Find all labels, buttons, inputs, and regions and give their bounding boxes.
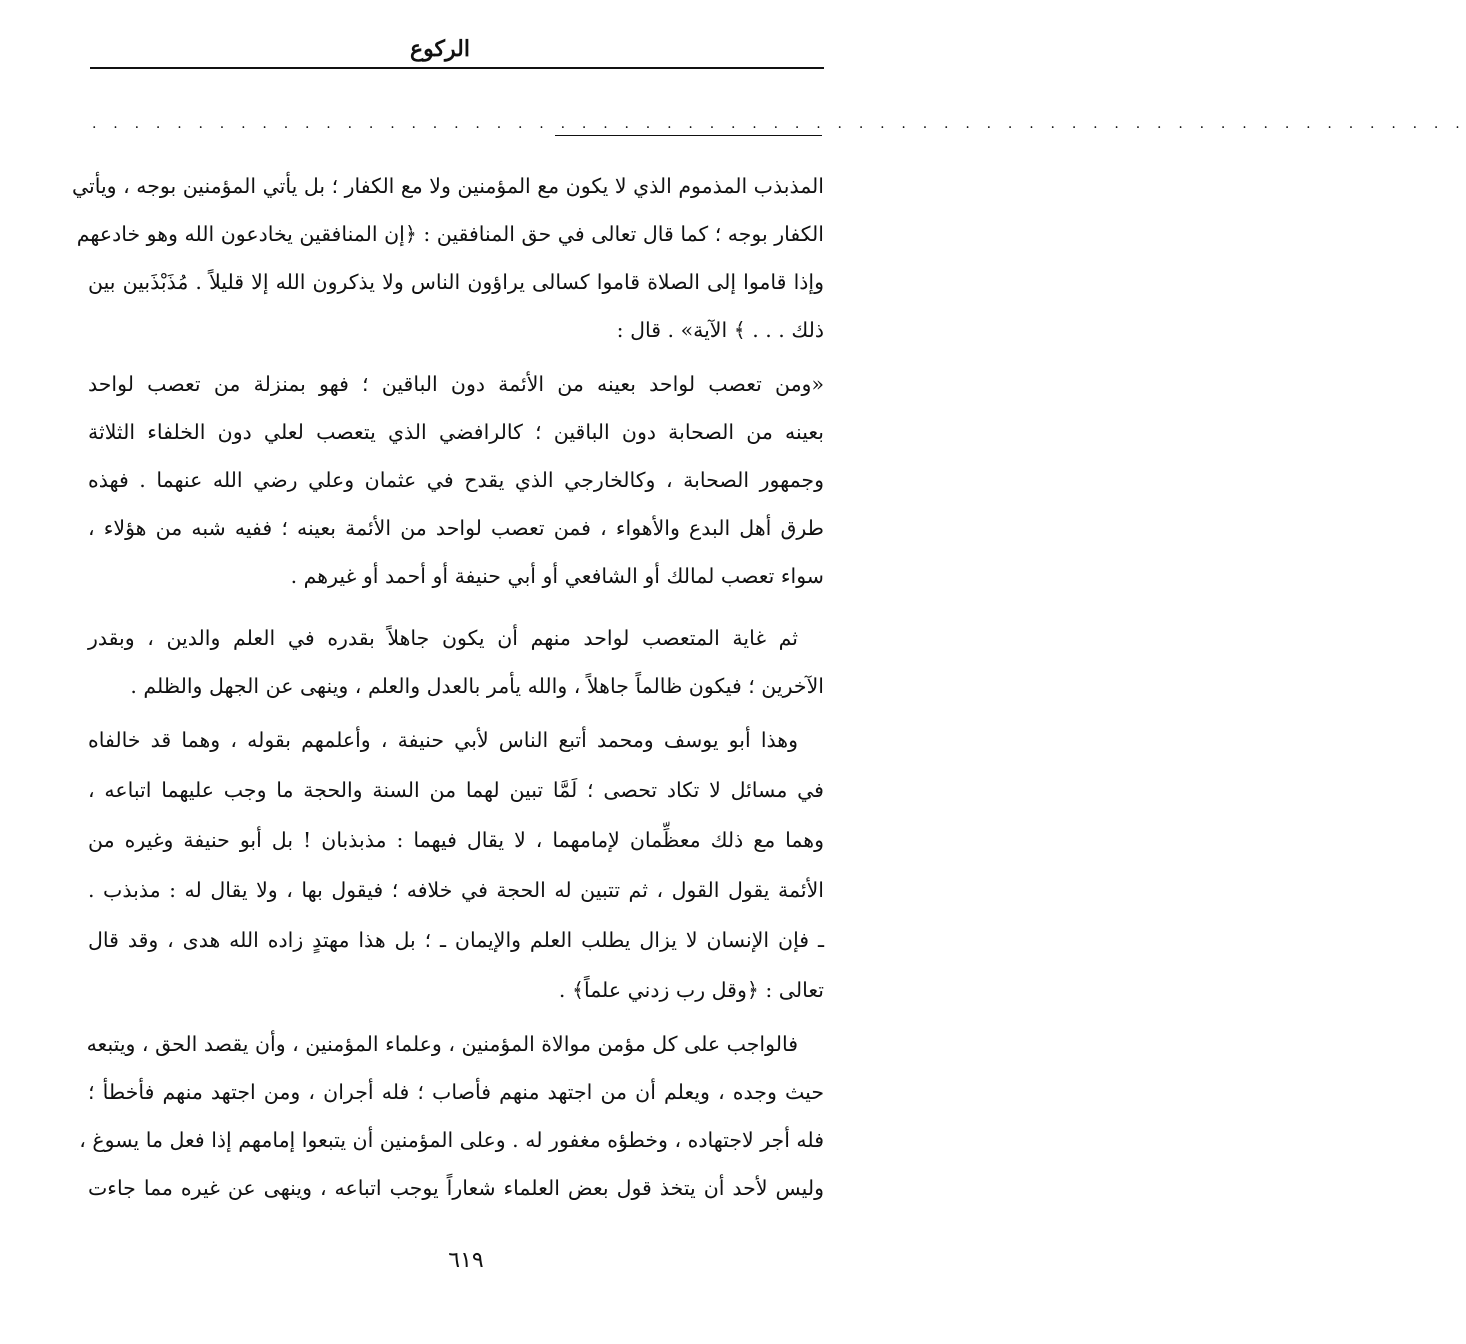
footnote-rule — [555, 135, 822, 136]
text-line: فله أجر لاجتهاده ، وخطؤه مغفور له . وعلى المؤمنين أن يتبعوا إمامهم إذا فعل ما يسوغ ، — [79, 1128, 824, 1152]
dotted-separator: . . . . . . . . . . . . . . . . . . . . . . . . . . . . . . . . . . . . . . . . . . . . . . . . . . . . . . . . . . . . . . . . . — [92, 116, 1466, 132]
text-line: وهذا أبو يوسف ومحمد أتبع الناس لأبي حنيفة ، وأعلمهم بقوله ، وهما قد خالفاه — [88, 728, 798, 752]
header-rule — [90, 67, 824, 69]
text-line: سواء تعصب لمالك أو الشافعي أو أبي حنيفة أو أحمد أو غيرهم . — [290, 564, 824, 588]
text-line: وجمهور الصحابة ، وكالخارجي الذي يقدح في عثمان وعلي رضي الله عنهما . فهذه — [88, 468, 824, 492]
paragraph-2 — [88, 364, 824, 594]
paragraph-1 — [71, 166, 824, 342]
text-line: تعالى : ﴿وقل رب زدني علماً﴾ . — [558, 978, 824, 1002]
text-line: الكفار بوجه ؛ كما قال تعالى في حق المنافقين : ﴿إن المنافقين يخادعون الله وهو خادعهم — [76, 222, 824, 246]
paragraph-4 — [88, 720, 824, 1010]
text-line: وليس لأحد أن يتخذ قول بعض العلماء شعاراً يوجب اتباعه ، وينهى عن غيره مما جاءت — [88, 1176, 824, 1200]
running-head-title: الركوع — [410, 36, 470, 62]
text-line: ذلك . . . ﴾ الآية» . قال : — [616, 318, 824, 342]
text-line: بعينه من الصحابة دون الباقين ؛ كالرافضي الذي يتعصب لعلي دون الخلفاء الثلاثة — [88, 420, 824, 444]
text-line: الآخرين ؛ فيكون ظالماً جاهلاً ، والله يأمر بالعدل والعلم ، وينهى عن الجهل والظلم . — [130, 674, 824, 698]
text-line: ـ فإن الإنسان لا يزال يطلب العلم والإيمان ـ ؛ بل هذا مهتدٍ زاده الله هدى ، وقد قال — [88, 928, 824, 952]
text-line: في مسائل لا تكاد تحصى ؛ لَمَّا تبين لهما من السنة والحجة ما وجب عليهما اتباعه ، — [88, 778, 824, 802]
text-line: المذبذب المذموم الذي لا يكون مع المؤمنين ولا مع الكفار ؛ بل يأتي المؤمنين بوجه ، ويأتي — [71, 174, 824, 198]
text-line: طرق أهل البدع والأهواء ، فمن تعصب لواحد من الأئمة بعينه ؛ ففيه شبه من هؤلاء ، — [88, 516, 824, 540]
text-line: «ومن تعصب لواحد بعينه من الأئمة دون الباقين ؛ فهو بمنزلة من تعصب لواحد — [88, 372, 824, 396]
text-line: وإذا قاموا إلى الصلاة قاموا كسالى يراؤون الناس ولا يذكرون الله إلا قليلاً . مُذَبْذَبين بين — [88, 270, 824, 294]
text-line: ثم غاية المتعصب لواحد منهم أن يكون جاهلاً بقدره في العلم والدين ، وبقدر — [88, 626, 798, 650]
text-line: وهما مع ذلك معظِّمان لإمامهما ، لا يقال فيهما : مذبذبان ! بل أبو حنيفة وغيره من — [88, 828, 824, 852]
text-line: الأئمة يقول القول ، ثم تتبين له الحجة في خلافه ؛ فيقول بها ، ولا يقال له : مذبذب . — [88, 878, 824, 902]
page-number: ٦١٩ — [448, 1248, 484, 1273]
paragraph-3 — [88, 618, 824, 708]
text-line: فالواجب على كل مؤمن موالاة المؤمنين ، وعلماء المؤمنين ، وأن يقصد الحق ، ويتبعه — [86, 1032, 798, 1056]
text-line: حيث وجده ، ويعلم أن من اجتهد منهم فأصاب ؛ فله أجران ، ومن اجتهد منهم فأخطأ ؛ — [88, 1080, 824, 1104]
paragraph-5 — [79, 1024, 824, 1214]
